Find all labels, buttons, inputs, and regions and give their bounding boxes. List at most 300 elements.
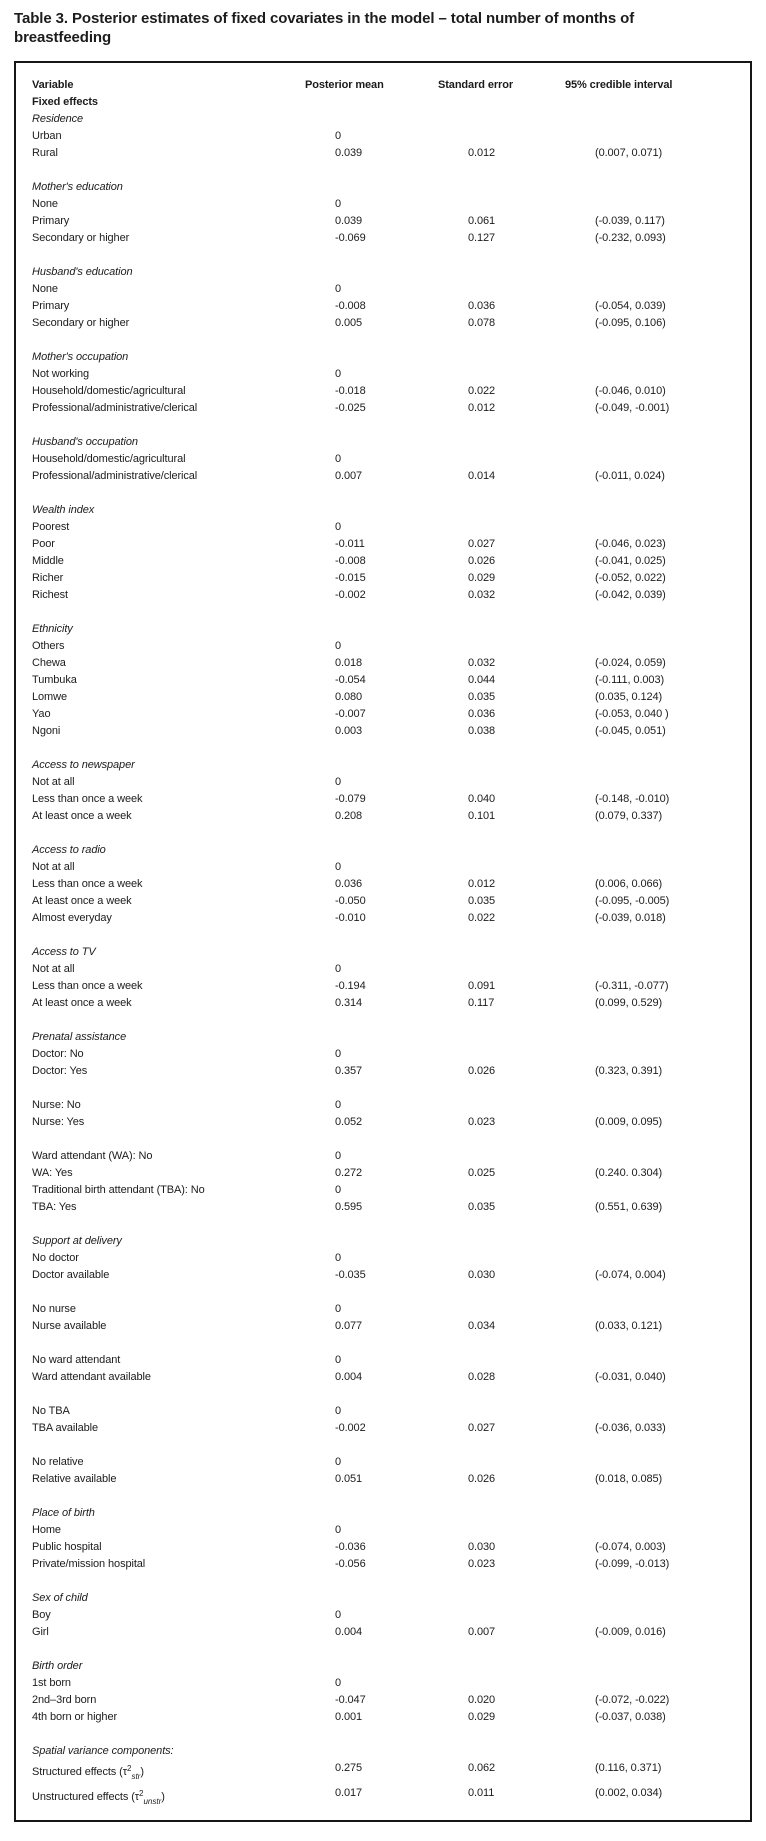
table-row xyxy=(32,893,736,910)
credible-interval-cell xyxy=(595,1182,736,1199)
standard-error-cell: 0.117 xyxy=(468,997,495,1009)
posterior-mean-cell: 0 xyxy=(335,368,342,380)
posterior-mean-cell: 0 xyxy=(335,1524,342,1536)
standard-error-cell: 0.035 xyxy=(468,691,496,703)
section-heading: Mother's occupation xyxy=(32,351,129,363)
posterior-mean-cell: -0.036 xyxy=(335,1541,366,1553)
section-heading: Ethnicity xyxy=(32,623,73,635)
table-row xyxy=(32,808,736,825)
posterior-mean-cell: -0.025 xyxy=(335,402,366,414)
standard-error-cell: 0.062 xyxy=(468,1762,496,1774)
table-row xyxy=(32,978,736,995)
standard-error-cell: 0.026 xyxy=(468,1473,496,1485)
table-section xyxy=(32,1029,736,1080)
table-section xyxy=(32,1505,736,1573)
posterior-mean-cell: 0.004 xyxy=(335,1371,363,1383)
row-label: Ward attendant available xyxy=(32,1371,151,1383)
posterior-mean-cell: -0.010 xyxy=(335,912,366,924)
table-section xyxy=(32,1097,736,1131)
table-row xyxy=(32,1420,736,1437)
row-label: Poorest xyxy=(32,521,70,533)
row-label: TBA: Yes xyxy=(32,1201,77,1213)
credible-interval-cell: (0.099, 0.529) xyxy=(595,997,663,1009)
posterior-mean-cell: -0.047 xyxy=(335,1694,366,1706)
row-label: Others xyxy=(32,640,65,652)
standard-error-cell xyxy=(468,1607,595,1624)
table-row xyxy=(32,519,736,536)
fixed-effects-row xyxy=(32,94,736,111)
standard-error-cell xyxy=(468,519,595,536)
row-label: Primary xyxy=(32,215,70,227)
table-row xyxy=(32,723,736,740)
standard-error-cell: 0.007 xyxy=(468,1626,496,1638)
table-row xyxy=(32,638,736,655)
standard-error-cell: 0.029 xyxy=(468,572,496,584)
credible-interval-cell xyxy=(595,961,736,978)
posterior-mean-cell: 0.039 xyxy=(335,147,363,159)
posterior-mean-cell: 0.001 xyxy=(335,1711,363,1723)
statistics-table xyxy=(14,61,752,1822)
standard-error-cell xyxy=(468,1182,595,1199)
table-row xyxy=(32,400,736,417)
standard-error-cell: 0.027 xyxy=(468,538,496,550)
standard-error-cell: 0.025 xyxy=(468,1167,496,1179)
section-heading: Birth order xyxy=(32,1660,83,1672)
posterior-mean-cell: 0 xyxy=(335,640,342,652)
credible-interval-cell xyxy=(595,196,736,213)
table-section xyxy=(32,179,736,247)
standard-error-cell: 0.032 xyxy=(468,589,496,601)
credible-interval-cell: (-0.095, 0.106) xyxy=(595,317,666,329)
credible-interval-cell xyxy=(595,638,736,655)
table-row xyxy=(32,1454,736,1471)
standard-error-cell xyxy=(468,366,595,383)
posterior-mean-cell: 0 xyxy=(335,453,342,465)
section-heading: Husband's occupation xyxy=(32,436,138,448)
row-label: Less than once a week xyxy=(32,793,143,805)
row-label: Chewa xyxy=(32,657,66,669)
standard-error-cell: 0.029 xyxy=(468,1711,496,1723)
standard-error-cell: 0.036 xyxy=(468,708,496,720)
table-row xyxy=(32,1692,736,1709)
table-row xyxy=(32,1318,736,1335)
standard-error-cell: 0.091 xyxy=(468,980,496,992)
standard-error-cell xyxy=(468,1046,595,1063)
credible-interval-cell: (-0.232, 0.093) xyxy=(595,232,666,244)
table-row xyxy=(32,196,736,213)
table-row xyxy=(32,995,736,1012)
section-heading: Support at delivery xyxy=(32,1235,122,1247)
row-label: Secondary or higher xyxy=(32,317,130,329)
row-label: Nurse: No xyxy=(32,1099,81,1111)
credible-interval-cell xyxy=(595,1352,736,1369)
row-label: Nurse: Yes xyxy=(32,1116,85,1128)
standard-error-cell xyxy=(468,1148,595,1165)
table-row xyxy=(32,298,736,315)
table-row xyxy=(32,1785,736,1810)
credible-interval-cell: (-0.039, 0.117) xyxy=(595,215,665,227)
table-row xyxy=(32,672,736,689)
row-label: Not working xyxy=(32,368,89,380)
row-label: Less than once a week xyxy=(32,878,143,890)
table-section xyxy=(32,1352,736,1386)
standard-error-cell: 0.061 xyxy=(468,215,496,227)
table-row xyxy=(32,1352,736,1369)
row-label: Richer xyxy=(32,572,64,584)
table-section xyxy=(32,1233,736,1284)
credible-interval-cell xyxy=(595,1148,736,1165)
credible-interval-cell: (0.079, 0.337) xyxy=(595,810,663,822)
section-heading: Mother's education xyxy=(32,181,123,193)
table-section xyxy=(32,264,736,332)
row-label: Not at all xyxy=(32,861,75,873)
row-label: Public hospital xyxy=(32,1541,102,1553)
posterior-mean-cell: -0.002 xyxy=(335,1422,366,1434)
table-row xyxy=(32,791,736,808)
section-heading: Spatial variance components: xyxy=(32,1745,174,1757)
standard-error-cell: 0.044 xyxy=(468,674,496,686)
row-label: At least once a week xyxy=(32,895,132,907)
posterior-mean-cell: 0 xyxy=(335,521,342,533)
credible-interval-cell xyxy=(595,281,736,298)
table-section xyxy=(32,1403,736,1437)
posterior-mean-cell: 0.051 xyxy=(335,1473,363,1485)
table-row xyxy=(32,774,736,791)
posterior-mean-cell: 0 xyxy=(335,1609,342,1621)
credible-interval-cell: (-0.009, 0.016) xyxy=(595,1626,666,1638)
row-label: Household/domestic/agricultural xyxy=(32,453,186,465)
table-row xyxy=(32,1607,736,1624)
credible-interval-cell: (-0.045, 0.051) xyxy=(595,725,666,737)
standard-error-cell: 0.101 xyxy=(468,810,496,822)
posterior-mean-cell: 0 xyxy=(335,963,342,975)
standard-error-cell xyxy=(468,638,595,655)
posterior-mean-cell: 0.039 xyxy=(335,215,363,227)
posterior-mean-cell: 0.018 xyxy=(335,657,363,669)
standard-error-cell: 0.030 xyxy=(468,1541,496,1553)
posterior-mean-cell: 0.004 xyxy=(335,1626,363,1638)
credible-interval-cell: (0.006, 0.066) xyxy=(595,878,663,890)
table-row xyxy=(32,1114,736,1131)
credible-interval-cell xyxy=(595,128,736,145)
row-label: Girl xyxy=(32,1626,49,1638)
table-row xyxy=(32,910,736,927)
table-caption: Table 3. Posterior estimates of fixed covariates in the model – total number of months of breastfeeding xyxy=(14,10,635,46)
row-label: Not at all xyxy=(32,776,75,788)
posterior-mean-cell: 0.275 xyxy=(335,1762,363,1774)
standard-error-cell xyxy=(468,1097,595,1114)
table-section xyxy=(32,1454,736,1488)
posterior-mean-cell: 0 xyxy=(335,776,342,788)
row-label: Nurse available xyxy=(32,1320,107,1332)
credible-interval-cell: (-0.074, 0.004) xyxy=(595,1269,666,1281)
row-label: Urban xyxy=(32,130,62,142)
standard-error-cell xyxy=(468,451,595,468)
table-row xyxy=(32,366,736,383)
standard-error-cell xyxy=(468,1675,595,1692)
credible-interval-cell xyxy=(595,774,736,791)
standard-error-cell: 0.022 xyxy=(468,385,496,397)
posterior-mean-cell: -0.011 xyxy=(335,538,365,550)
posterior-mean-cell: 0 xyxy=(335,1354,342,1366)
posterior-mean-cell: 0.357 xyxy=(335,1065,363,1077)
posterior-mean-cell: 0.314 xyxy=(335,997,363,1009)
standard-error-cell: 0.014 xyxy=(468,470,496,482)
table-row xyxy=(32,1556,736,1573)
credible-interval-cell: (-0.031, 0.040) xyxy=(595,1371,666,1383)
posterior-mean-cell: 0.052 xyxy=(335,1116,363,1128)
table-body xyxy=(32,111,736,1810)
credible-interval-cell: (0.007, 0.071) xyxy=(595,147,663,159)
row-label: Private/mission hospital xyxy=(32,1558,146,1570)
standard-error-cell xyxy=(468,961,595,978)
posterior-mean-cell: 0 xyxy=(335,1099,342,1111)
posterior-mean-cell: 0 xyxy=(335,130,342,142)
table-row xyxy=(32,128,736,145)
credible-interval-cell: (0.035, 0.124) xyxy=(595,691,663,703)
row-label: Tumbuka xyxy=(32,674,77,686)
table-row xyxy=(32,315,736,332)
credible-interval-cell xyxy=(595,1607,736,1624)
table-row xyxy=(32,145,736,162)
posterior-mean-cell: 0.208 xyxy=(335,810,363,822)
table-row xyxy=(32,281,736,298)
posterior-mean-cell: 0 xyxy=(335,1048,342,1060)
table-row xyxy=(32,1267,736,1284)
standard-error-cell: 0.012 xyxy=(468,878,496,890)
credible-interval-cell: (-0.046, 0.010) xyxy=(595,385,666,397)
row-label: Professional/administrative/clerical xyxy=(32,470,198,482)
row-label: No relative xyxy=(32,1456,84,1468)
standard-error-cell xyxy=(468,774,595,791)
table-section xyxy=(32,349,736,417)
credible-interval-cell xyxy=(595,1403,736,1420)
standard-error-cell: 0.012 xyxy=(468,402,496,414)
table-row xyxy=(32,689,736,706)
credible-interval-cell xyxy=(595,1522,736,1539)
table-row xyxy=(32,1369,736,1386)
credible-interval-cell xyxy=(595,1097,736,1114)
credible-interval-cell: (-0.049, -0.001) xyxy=(595,402,670,414)
posterior-mean-cell: -0.079 xyxy=(335,793,366,805)
table-row xyxy=(32,1471,736,1488)
table-row xyxy=(32,213,736,230)
table-row xyxy=(32,553,736,570)
row-label: Middle xyxy=(32,555,64,567)
table-section xyxy=(32,621,736,740)
posterior-mean-cell: 0.003 xyxy=(335,725,363,737)
row-label: Ngoni xyxy=(32,725,61,737)
table-row xyxy=(32,570,736,587)
table-row xyxy=(32,876,736,893)
section-heading: Prenatal assistance xyxy=(32,1031,127,1043)
standard-error-cell: 0.020 xyxy=(468,1694,496,1706)
credible-interval-cell: (-0.099, -0.013) xyxy=(595,1558,670,1570)
table-section xyxy=(32,944,736,1012)
table-row xyxy=(32,1199,736,1216)
section-heading: Husband's education xyxy=(32,266,133,278)
row-label: None xyxy=(32,198,58,210)
table-row xyxy=(32,1165,736,1182)
row-label: No TBA xyxy=(32,1405,70,1417)
table-row xyxy=(32,383,736,400)
section-heading: Access to TV xyxy=(32,946,96,958)
credible-interval-cell: (-0.011, 0.024) xyxy=(595,470,665,482)
table-section xyxy=(32,1148,736,1216)
credible-interval-cell: (0.240. 0.304) xyxy=(595,1167,663,1179)
row-label: Rural xyxy=(32,147,58,159)
table-row xyxy=(32,1148,736,1165)
credible-interval-cell xyxy=(595,366,736,383)
posterior-mean-cell: 0.595 xyxy=(335,1201,363,1213)
posterior-mean-cell: 0.007 xyxy=(335,470,363,482)
standard-error-cell xyxy=(468,1454,595,1471)
credible-interval-cell: (0.116, 0.371) xyxy=(595,1762,662,1774)
row-label: No doctor xyxy=(32,1252,79,1264)
posterior-mean-cell: -0.035 xyxy=(335,1269,366,1281)
posterior-mean-cell: 0.077 xyxy=(335,1320,363,1332)
posterior-mean-cell: -0.015 xyxy=(335,572,366,584)
standard-error-cell: 0.078 xyxy=(468,317,496,329)
standard-error-cell: 0.023 xyxy=(468,1558,496,1570)
section-heading: Access to newspaper xyxy=(32,759,135,771)
standard-error-cell xyxy=(468,1301,595,1318)
table-row xyxy=(32,468,736,485)
table-section xyxy=(32,1658,736,1726)
row-label: Relative available xyxy=(32,1473,117,1485)
table-row xyxy=(32,1539,736,1556)
posterior-mean-cell: -0.050 xyxy=(335,895,366,907)
row-label: Less than once a week xyxy=(32,980,143,992)
section-heading: Sex of child xyxy=(32,1592,88,1604)
posterior-mean-cell: -0.056 xyxy=(335,1558,366,1570)
posterior-mean-cell: 0 xyxy=(335,1252,342,1264)
credible-interval-cell: (-0.072, -0.022) xyxy=(595,1694,670,1706)
section-heading: Place of birth xyxy=(32,1507,95,1519)
credible-interval-cell xyxy=(595,1250,736,1267)
table-row xyxy=(32,1624,736,1641)
row-label: Traditional birth attendant (TBA): No xyxy=(32,1184,205,1196)
table-row xyxy=(32,1046,736,1063)
credible-interval-cell: (-0.041, 0.025) xyxy=(595,555,666,567)
credible-interval-cell xyxy=(595,1454,736,1471)
standard-error-cell: 0.040 xyxy=(468,793,496,805)
credible-interval-cell: (-0.311, -0.077) xyxy=(595,980,669,992)
table-section xyxy=(32,1301,736,1335)
row-label: Doctor: Yes xyxy=(32,1065,88,1077)
posterior-mean-cell: -0.018 xyxy=(335,385,366,397)
credible-interval-cell: (-0.054, 0.039) xyxy=(595,300,666,312)
row-label: At least once a week xyxy=(32,997,132,1009)
posterior-mean-cell: 0 xyxy=(335,1150,342,1162)
row-label: Unstructured effects $(\tau^2_{unstr})$ xyxy=(32,1789,165,1806)
credible-interval-cell xyxy=(595,859,736,876)
posterior-mean-cell: 0.005 xyxy=(335,317,363,329)
credible-interval-cell: (0.018, 0.085) xyxy=(595,1473,663,1485)
table-row xyxy=(32,1063,736,1080)
posterior-mean-cell: 0.080 xyxy=(335,691,363,703)
section-heading: Wealth index xyxy=(32,504,95,516)
table-row xyxy=(32,230,736,247)
standard-error-cell: 0.026 xyxy=(468,1065,496,1077)
credible-interval-cell xyxy=(595,451,736,468)
posterior-mean-cell: -0.069 xyxy=(335,232,366,244)
row-label: WA: Yes xyxy=(32,1167,73,1179)
row-label: Ward attendant (WA): No xyxy=(32,1150,153,1162)
row-label: Yao xyxy=(32,708,51,720)
table-row xyxy=(32,1182,736,1199)
credible-interval-cell: (-0.024, 0.059) xyxy=(595,657,666,669)
standard-error-cell xyxy=(468,1250,595,1267)
section-heading: Residence xyxy=(32,113,84,125)
posterior-mean-cell: 0 xyxy=(335,1184,342,1196)
table-row xyxy=(32,1250,736,1267)
table-row xyxy=(32,961,736,978)
posterior-mean-cell: -0.002 xyxy=(335,589,366,601)
standard-error-cell: 0.012 xyxy=(468,147,496,159)
standard-error-cell xyxy=(468,1352,595,1369)
credible-interval-cell: (-0.036, 0.033) xyxy=(595,1422,666,1434)
standard-error-cell: 0.027 xyxy=(468,1422,496,1434)
row-label: Richest xyxy=(32,589,68,601)
table-section xyxy=(32,434,736,485)
credible-interval-cell: (-0.039, 0.018) xyxy=(595,912,666,924)
row-label: Almost everyday xyxy=(32,912,112,924)
row-label: No ward attendant xyxy=(32,1354,121,1366)
posterior-mean-cell: -0.007 xyxy=(335,708,366,720)
standard-error-cell: 0.028 xyxy=(468,1371,496,1383)
credible-interval-cell: (-0.053, 0.040 ) xyxy=(595,708,669,720)
table-header-row xyxy=(32,77,736,94)
credible-interval-cell xyxy=(595,519,736,536)
table-row xyxy=(32,1675,736,1692)
table-section xyxy=(32,757,736,825)
row-label: Structured effects $(\tau^2_{str})$ xyxy=(32,1764,144,1781)
table-row xyxy=(32,451,736,468)
row-label: Secondary or higher xyxy=(32,232,130,244)
standard-error-cell: 0.023 xyxy=(468,1116,496,1128)
standard-error-cell: 0.038 xyxy=(468,725,496,737)
credible-interval-cell: (0.551, 0.639) xyxy=(595,1201,663,1213)
row-label: No nurse xyxy=(32,1303,76,1315)
column-header-credible-interval: 95% credible interval xyxy=(565,79,673,91)
row-label: 1st born xyxy=(32,1677,71,1689)
posterior-mean-cell: 0.272 xyxy=(335,1167,363,1179)
posterior-mean-cell: -0.008 xyxy=(335,300,366,312)
fixed-effects-label: Fixed effects xyxy=(32,96,98,108)
section-heading: Access to radio xyxy=(32,844,106,856)
posterior-mean-cell: -0.054 xyxy=(335,674,366,686)
row-label: Home xyxy=(32,1524,61,1536)
row-label: 4th born or higher xyxy=(32,1711,118,1723)
standard-error-cell: 0.030 xyxy=(468,1269,496,1281)
credible-interval-cell xyxy=(595,1675,736,1692)
table-row xyxy=(32,859,736,876)
table-section xyxy=(32,1743,736,1810)
row-label: Boy xyxy=(32,1609,51,1621)
posterior-mean-cell: 0 xyxy=(335,1456,342,1468)
column-header-standard-error: Standard error xyxy=(438,79,514,91)
posterior-mean-cell: 0.017 xyxy=(335,1787,363,1799)
posterior-mean-cell: 0 xyxy=(335,1303,342,1315)
credible-interval-cell: (-0.074, 0.003) xyxy=(595,1541,666,1553)
posterior-mean-cell: 0 xyxy=(335,861,342,873)
table-row xyxy=(32,706,736,723)
row-label: At least once a week xyxy=(32,810,132,822)
posterior-mean-cell: 0 xyxy=(335,283,342,295)
row-label: Professional/administrative/clerical xyxy=(32,402,198,414)
standard-error-cell xyxy=(468,1522,595,1539)
